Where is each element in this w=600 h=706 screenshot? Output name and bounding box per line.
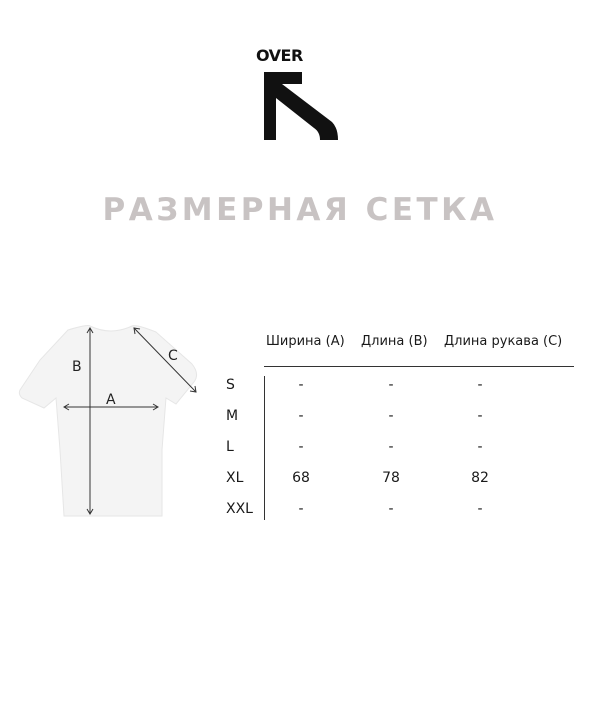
- table-cell: -: [298, 501, 304, 517]
- table-header-divider: [264, 366, 574, 367]
- table-cell: -: [388, 408, 394, 424]
- brand-logo: [256, 44, 346, 144]
- table-cell: 82: [471, 470, 489, 486]
- tshirt-diagram: [16, 320, 206, 520]
- table-cell: -: [298, 377, 304, 393]
- size-label-xl: XL: [226, 470, 244, 486]
- size-label-m: M: [226, 408, 239, 424]
- table-cell: -: [477, 501, 483, 517]
- table-cell: -: [388, 377, 394, 393]
- label-b: B: [72, 359, 82, 375]
- page-title: РАЗМЕРНАЯ СЕТКА: [102, 192, 498, 228]
- brand-logo-text: OVER: [256, 46, 303, 65]
- column-header-length: Длина (B): [361, 334, 428, 349]
- table-cell: -: [388, 501, 394, 517]
- column-header-width: Ширина (A): [266, 334, 345, 349]
- table-cell: 78: [382, 470, 400, 486]
- table-cell: -: [477, 408, 483, 424]
- label-c: C: [168, 348, 178, 364]
- table-cell: -: [477, 439, 483, 455]
- table-cell: -: [298, 439, 304, 455]
- brand-mark-icon: [262, 70, 340, 142]
- size-label-s: S: [226, 377, 235, 393]
- table-cell: -: [477, 377, 483, 393]
- column-header-sleeve: Длина рукава (C): [444, 334, 563, 349]
- label-a: A: [106, 392, 116, 408]
- table-cell: 68: [292, 470, 310, 486]
- table-cell: -: [298, 408, 304, 424]
- table-cell: -: [388, 439, 394, 455]
- table-size-divider: [264, 376, 265, 520]
- size-label-xxl: XXL: [226, 501, 253, 517]
- size-label-l: L: [226, 439, 234, 455]
